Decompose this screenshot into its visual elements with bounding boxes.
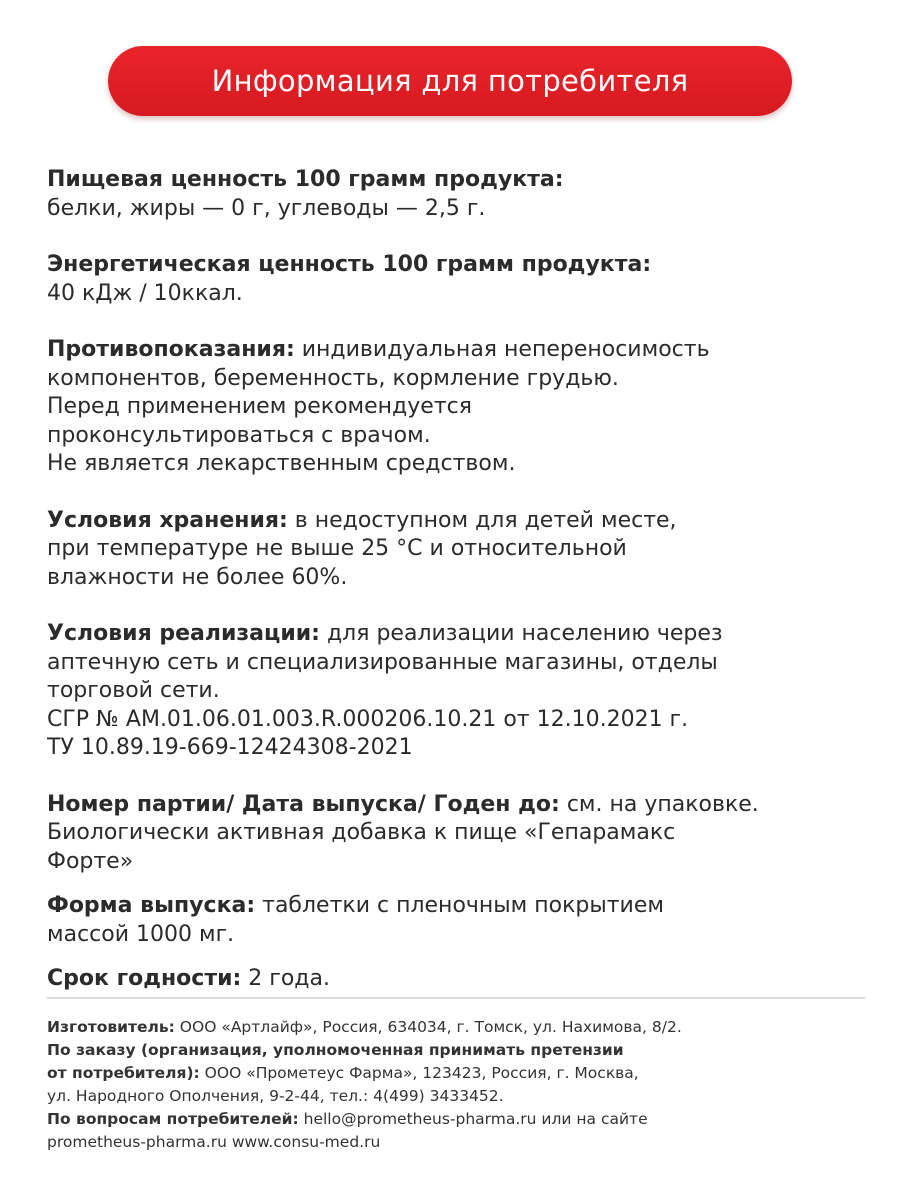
batch-label: Номер партии/ Дата выпуска/ Годен до: bbox=[47, 791, 560, 817]
divider bbox=[47, 997, 865, 999]
contraindications-line: Не является лекарственным средством. bbox=[47, 451, 516, 476]
contraindications-line: проконсультироваться с врачом. bbox=[47, 422, 431, 448]
form-text: таблетки с пленочным покрытием bbox=[255, 893, 664, 918]
shelf-life-text: 2 года. bbox=[241, 966, 330, 991]
energy-section bbox=[47, 251, 867, 308]
contraindications-section bbox=[47, 336, 867, 479]
sale-section bbox=[47, 620, 867, 763]
form-section bbox=[47, 892, 867, 949]
order-address: ул. Народного Ополчения, 9-2-44, тел.: 4(499) 3433452. bbox=[47, 1087, 504, 1105]
sale-line: торговой сети. bbox=[47, 678, 220, 703]
nutrition-text: белки, жиры — 0 г, углеводы — 2,5 г. bbox=[47, 195, 486, 221]
questions-text: hello@prometheus-pharma.ru или на сайте bbox=[298, 1110, 648, 1128]
sale-label: Условия реализации: bbox=[47, 621, 320, 646]
contraindications-line: компонентов, беременность, кормление грудью. bbox=[47, 365, 619, 391]
consumer-info bbox=[47, 166, 867, 994]
batch-text: см. на упаковке. bbox=[559, 791, 759, 817]
footer-info bbox=[47, 1016, 867, 1154]
tu-number: ТУ 10.89.19-669-12424308-2021 bbox=[47, 735, 413, 760]
shelf-life-label: Срок годности: bbox=[47, 966, 242, 991]
storage-section bbox=[47, 507, 867, 593]
storage-text: в недоступном для детей месте, bbox=[287, 507, 677, 533]
questions-label: По вопросам потребителей: bbox=[47, 1110, 299, 1128]
storage-line: влажности не более 60%. bbox=[47, 564, 348, 590]
nutrition-label: Пищевая ценность 100 грамм продукта: bbox=[47, 167, 564, 192]
manufacturer-label: Изготовитель: bbox=[47, 1018, 175, 1036]
shelf-life-section bbox=[47, 965, 867, 994]
order-label: По заказу (организация, уполномоченная принимать претензии bbox=[47, 1041, 624, 1059]
sgr-number: СГР № AM.01.06.01.003.R.000206.10.21 от 12.10.2021 г. bbox=[47, 706, 689, 732]
sale-line: аптечную сеть и специализированные магазины, отделы bbox=[47, 649, 718, 675]
manufacturer-text: ООО «Артлайф», Россия, 634034, г. Томск, ул. Нахимова, 8/2. bbox=[174, 1018, 682, 1036]
storage-label: Условия хранения: bbox=[47, 507, 288, 533]
websites: prometheus-pharma.ru www.consu-med.ru bbox=[47, 1133, 381, 1151]
storage-line: при температуре не выше 25 °C и относительной bbox=[47, 536, 627, 561]
batch-line: Форте» bbox=[47, 848, 134, 874]
order-label: от потребителя): bbox=[47, 1064, 200, 1082]
page-title: Информация для потребителя bbox=[211, 64, 689, 98]
header-banner bbox=[108, 46, 792, 116]
energy-label: Энергетическая ценность 100 грамм продукта: bbox=[47, 252, 652, 277]
sale-text: для реализации населению через bbox=[319, 621, 723, 646]
contraindications-text: индивидуальная непереносимость bbox=[294, 337, 710, 362]
order-text: ООО «Прометеус Фарма», 123423, Россия, г. Москва, bbox=[199, 1064, 639, 1082]
contraindications-line: Перед применением рекомендуется bbox=[47, 394, 472, 419]
form-label: Форма выпуска: bbox=[47, 893, 256, 918]
energy-text: 40 кДж / 10ккал. bbox=[47, 280, 243, 306]
batch-line: Биологически активная добавка к пище «Гепарамакс bbox=[47, 820, 676, 845]
contraindications-label: Противопоказания: bbox=[47, 337, 295, 362]
form-line: массой 1000 мг. bbox=[47, 921, 235, 947]
nutrition-section bbox=[47, 166, 867, 223]
batch-section bbox=[47, 791, 867, 877]
